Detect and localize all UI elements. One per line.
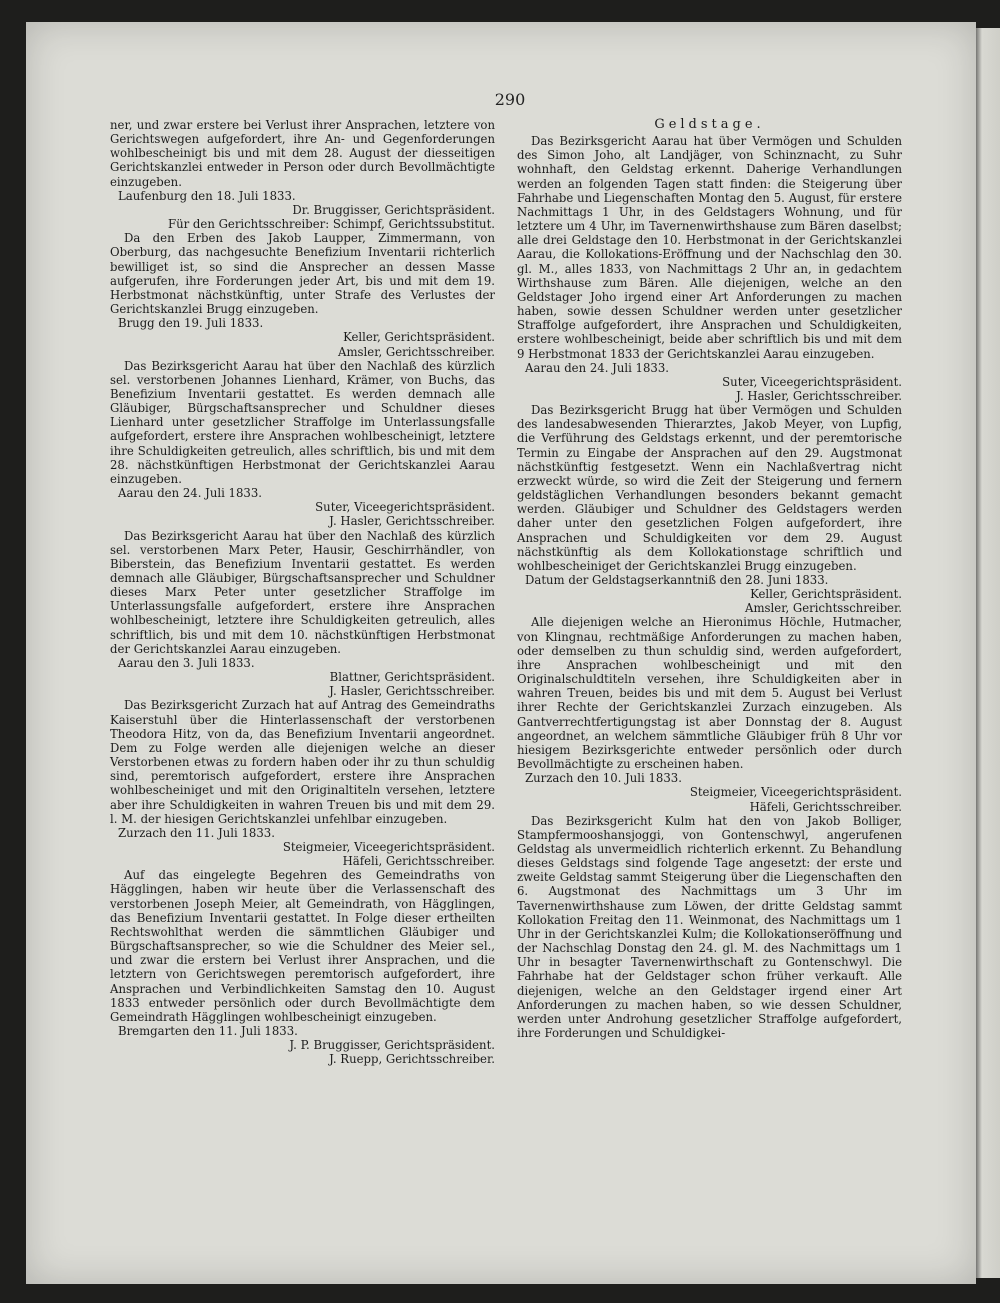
notice-signature: Dr. Bruggisser, Gerichtspräsident. [292, 202, 495, 217]
notice-signature: Steigmeier, Viceegerichtspräsident. [282, 839, 495, 854]
notice-signature: J. Ruepp, Gerichtsschreiber. [329, 1052, 495, 1067]
page-number: 290 [494, 90, 526, 109]
notice-signature: Häfeli, Gerichtsschreiber. [749, 799, 902, 814]
notice-place-date: Zurzach den 11. Juli 1833. [118, 825, 275, 840]
notice-signature: Blattner, Gerichtspräsident. [329, 670, 495, 685]
notice-signature: J. Hasler, Gerichtsschreiber. [329, 684, 495, 699]
section-heading: Geldstage. [654, 117, 765, 132]
notice-signature: Amsler, Gerichtsschreiber. [745, 601, 902, 616]
notice-signature: Häfeli, Gerichtsschreiber. [342, 854, 495, 869]
notice-signature: Steigmeier, Viceegerichtspräsident. [689, 785, 902, 800]
notice-signature: Keller, Gerichtspräsident. [343, 330, 495, 345]
notice-place-date: Bremgarten den 11. Juli 1833. [118, 1024, 298, 1038]
notice-place-date: Laufenburg den 18. Juli 1833. [118, 188, 296, 203]
notice-place-date: Aarau den 24. Juli 1833. [525, 360, 670, 375]
notice-text: Alle diejenigen welche an Hieronimus Höchle, Hutmacher, von Klingnau, rechtmäßige Anforderungen zu machen haben, oder demselben zu thun schuldig sind, werden aufgefordert, ihre Ansprachen wohlbescheinigt und mit den Originalschuldtiteln versehen, ihre Schuldigkeiten aber in wahren Treuen, beides bis und mit dem 5. August bei Verlust ihrer Rechte der Gerichtskanzlei Zurzach einzugeben. Als Gantverrechtfertigungstag ist aber Donnstag der 8. August angeordnet, an welchem sämmtliche Gläubiger früh 8 Uhr vor hiesigem Bezirksgerichte entweder persönlich oder durch Bevollmächtigte zu erscheinen haben. [517, 615, 902, 772]
notice-text: Das Bezirksgericht Aarau hat über Vermögen und Schulden des Simon Joho, alt Landjäger, von Schinznacht, zu Suhr wohnhaft, den Geldstag erkennt. Daherige Verhandlungen werden an folgenden Tagen statt finden: die Steigerung über Fahrhabe und Liegenschaften Montag den 5. August, für erstere Nachmittags 1 Uhr, in des Geldstagers Wohnung, und für letztere um 4 Uhr, im Tavernenwirthshause zum Bären daselbst; alle drei Geldstage den 10. Herbstmonat in der Gerichtskanzlei Aarau, die Kollokations-Eröffnung und der Nachschlag den 30. gl. M., alles 1833, von Nachmittags 2 Uhr an, in gedachtem Wirthshause zum Bären. Alle diejenigen, welche an den Geldstager Joho irgend einer Art Anforderungen zu machen haben, sowie dessen Schuldner werden unter gesetzlicher Straffolge aufgefordert, ihre Ansprachen und Schuldigkeiten, erstere wohlbescheinigt, beide aber schriftlich bis und mit dem 9 Herbstmonat 1833 der Gerichtskanzlei Aarau einzugeben. [517, 134, 902, 361]
notice-text: Das Bezirksgericht Zurzach hat auf Antrag des Gemeindraths Kaiserstuhl über die Hinterlassenschaft der verstorbenen Theodora Hitz, von da, das Benefizium Inventarii angeordnet. Dem zu Folge werden alle diejenigen welche an dieser Verstorbenen etwas zu fordern haben oder ihr zu thun schuldig sind, peremtorisch aufgefordert, erstere ihre Ansprachen wohlbescheiniget und mit den Originaltiteln versehen, letztere aber ihre Schuldigkeiten in wahren Treuen bis und mit dem 29. l. M. der hiesigen Gerichtskanzlei unfehlbar einzugeben. [110, 698, 495, 826]
notice-text: ner, und zwar erstere bei Verlust ihrer Ansprachen, letztere von Gerichtswegen aufgefordert, ihre An- und Gegenforderungen wohlbescheinigt bis und mit dem 28. August der diesseitigen Gerichtskanzlei entweder in Person oder durch Bevollmächtigte einzugeben. [110, 118, 495, 189]
left-column [110, 118, 495, 1066]
notice-place-date: Aarau den 24. Juli 1833. [118, 486, 263, 501]
notice-signature: J. P. Bruggisser, Gerichtspräsident. [289, 1038, 495, 1053]
notice-text: Das Bezirksgericht Aarau hat über den Nachlaß des kürzlich sel. verstorbenen Marx Peter, Hausir, Geschirrhändler, von Biberstein, das Benefizium Inventarii gestattet. Es werden demnach alle Gläubiger, Bürgschaftsansprecher und Schuldner dieses Marx Peter unter gesetzlicher Straffolge im Unterlassungsfalle aufgefordert, erstere ihre Ansprachen wohlbescheinigt, letztere ihre Schuldigkeiten getreulich, alles schriftlich, bis und mit dem 10. nächstkünftigen Herbstmonat der Gerichtskanzlei Aarau einzugeben. [110, 528, 495, 656]
notice-signature: Keller, Gerichtspräsident. [750, 587, 902, 602]
notice-place-date: Brugg den 19. Juli 1833. [118, 316, 264, 331]
notice-text: Das Bezirksgericht Aarau hat über den Nachlaß des kürzlich sel. verstorbenen Johannes Lienhard, Krämer, von Buchs, das Benefizium Inventarii gestattet. Es werden demnach alle Gläubiger, Bürgschaftsansprecher und Schuldner dieses Lienhard unter gesetzlicher Straffolge im Unterlassungsfalle aufgefordert, erstere ihre Ansprachen wohlbescheinigt, letztere ihre Schuldigkeiten getreulich, alles schriftlich, bis und mit dem 28. nächstkünftigen Herbstmonat der Gerichtskanzlei Aarau einzugeben. [110, 358, 495, 486]
notice-place-date: Datum der Geldstagserkanntniß den 28. Juni 1833. [525, 573, 829, 587]
notice-signature: J. Hasler, Gerichtsschreiber. [329, 514, 495, 529]
notice-signature: Amsler, Gerichtsschreiber. [338, 344, 495, 359]
notice-signature: J. Hasler, Gerichtsschreiber. [736, 388, 902, 403]
notice-signature: Für den Gerichtsschreiber: Schimpf, Gerichtssubstitut. [167, 217, 495, 232]
notice-text: Das Bezirksgericht Kulm hat den von Jakob Bolliger, Stampfermooshansjoggi, von Gontenschwyl, angerufenen Geldstag als unvermeidlich richterlich erkennt. Zu Behandlung dieses Geldstags sind folgende Tage angesetzt: der erste und zweite Geldstag sammt Steigerung über die Liegenschaften den 6. Augstmonat des Nachmittags um 3 Uhr im Tavernenwirthshause zum Löwen, der dritte Geldstag sammt Kollokation Freitag den 11. Weinmonat, des Nachmittags um 1 Uhr in der Gerichtskanzlei Kulm; die Kollokationseröffnung und der Nachschlag Donstag den 24. gl. M. des Nachmittags um 1 Uhr in besagter Tavernenwirthschaft zu Gontenschwyl. Die Fahrhabe hat der Geldstager schon früher verkauft. Alle diejenigen, welche an den Geldstager irgend einer Art Anforderungen zu machen haben, so wie dessen Schuldner, werden unter Androhung gesetzlicher Straffolge aufgefordert, ihre Forderungen und Schuldigkei- [517, 813, 902, 1040]
notice-place-date: Zurzach den 10. Juli 1833. [525, 771, 682, 786]
notice-place-date: Aarau den 3. Juli 1833. [118, 655, 255, 670]
notice-signature: Suter, Viceegerichtspräsident. [722, 374, 902, 389]
notice-text: Da den Erben des Jakob Laupper, Zimmermann, von Oberburg, das nachgesuchte Benefizium Inventarii richterlich bewilliget ist, so sind die Ansprecher an dessen Masse aufgerufen, ihre Forderungen jeder Art, bis und mit dem 19. Herbstmonat nächstkünftig, unter Strafe des Verlustes der Gerichtskanzlei Brugg einzugeben. [110, 231, 495, 317]
notice-text: Das Bezirksgericht Brugg hat über Vermögen und Schulden des landesabwesenden Thierarztes, Jakob Meyer, von Lupfig, die Verführung des Geldstags erkennt, und der peremtorische Termin zu Eingabe der Ansprachen auf den 29. Augstmonat nächstkünftig festgesetzt. Wenn ein Nachlaßvertrag nicht erzweckt würde, so wird die Zeit der Steigerung und fernern geldstäglichen Verhandlungen besonders bekannt gemacht werden. Gläubiger und Schuldner des Geldstagers werden daher unter den gesetzlichen Folgen aufgefordert, ihre Ansprachen und Schuldigkeiten vor dem 29. August nächstkünftig als dem Kollokationstage schriftlich und wohlbescheiniget der Gerichtskanzlei Brugg einzugeben. [517, 403, 902, 573]
right-column [517, 118, 902, 1040]
notice-text: Auf das eingelegte Begehren des Gemeindraths von Hägglingen, haben wir heute über die Verlassenschaft des verstorbenen Joseph Meier, alt Gemeindrath, von Hägglingen, das Benefizium Inventarii gestattet. In Folge dieser ertheilten Rechtswohlthat werden die sämmtlichen Gläubiger und Bürgschaftsansprecher, so wie die Schuldner des Meier sel., und zwar die erstern bei Verlust ihrer Ansprachen, und die letztern von Gerichtswegen peremtorisch aufgefordert, ihre Ansprachen und Verbindlichkeiten Samstag den 10. August 1833 entweder persönlich oder durch Bevollmächtigte dem Gemeindrath Hägglingen wohlbescheinigt einzugeben. [110, 868, 495, 1024]
notice-signature: Suter, Viceegerichtspräsident. [315, 500, 495, 515]
